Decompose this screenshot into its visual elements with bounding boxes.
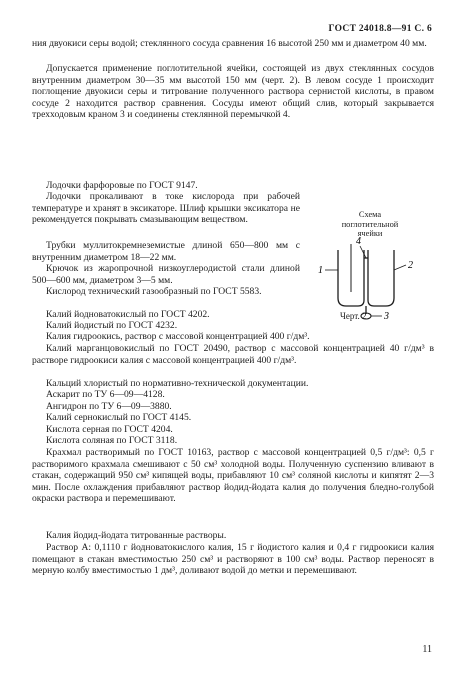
paragraph-potassium-iodate: Калий йодноватокислый по ГОСТ 4202. (46, 309, 210, 320)
paragraph-boats-calcination: Лодочки прокаливают в токе кислорода при рабочей температуре и хранят в эксикаторе. Шлиф крышки эксикатора не рекомендуется покрывать смазывающим веществом. (32, 191, 300, 225)
figure-label-4: 4 (356, 236, 361, 247)
paragraph-potassium-hydroxide: Калия гидроокись, раствор с массовой концентрацией 400 г/дм³. (46, 331, 310, 342)
right-vessel-outline (368, 250, 394, 306)
figure-label-2: 2 (408, 260, 413, 271)
paragraph-oxygen: Кислород технический газообразный по ГОСТ 5583. (46, 286, 262, 297)
paragraph-sulfuric-acid: Кислота серная по ГОСТ 4204. (46, 424, 173, 435)
page-number: 11 (422, 644, 432, 655)
figure-label-3: 3 (384, 311, 389, 322)
paragraph-potassium-sulfate: Калий сернокислый по ГОСТ 4145. (46, 412, 192, 423)
paragraph-hook: Крючок из жаропрочной низкоуглеродистой стали длиной 500—600 мм, диаметром 3—5 мм. (32, 263, 300, 286)
leader-line-4 (360, 246, 366, 258)
paragraph-anhydrone: Ангидрон по ТУ 6—09—3880. (46, 401, 172, 412)
paragraph-solution-a: Раствор А: 0,1110 г йодноватокислого калия, 15 г йодистого калия и 0,4 г гидроокиси калия помещают в стакан вместимостью 250 см³ и растворяют в 100 см³ воды. Раствор переносят в мерную колбу вместимостью 1 дм³, доливают водой до метки и перемешивают. (32, 542, 434, 576)
paragraph-hydrochloric-acid: Кислота соляная по ГОСТ 3118. (46, 435, 178, 446)
absorption-cell-diagram (310, 210, 430, 330)
figure-caption: Черт. 2 (340, 311, 367, 321)
paragraph-permanganate: Калий марганцовокислый по ГОСТ 20490, раствор с массовой концентрацией 40 г/дм³ в растворе гидроокиси калия с массовой концентрацией 400 г/дм³. (32, 343, 434, 366)
paragraph-calcium-chloride: Кальций хлористый по нормативно-технической документации. (46, 378, 309, 389)
paragraph-boats: Лодочки фарфоровые по ГОСТ 9147. (46, 180, 198, 191)
paragraph-absorption-cell: Допускается применение поглотительной ячейки, состоящей из двух стеклянных сосудов внутренним диаметром 30—35 мм высотой 150 мм (черт. 2). В левом сосуде 1 происходит поглощение двуокиси серы и титрование полученного раствора сернистой кислоты, в правом сосуде 2 находится раствор сравнения. Сосуды имеют общий слив, который закрывается трехходовым краном 3 и соединены стеклянной перемычкой 4. (32, 63, 434, 120)
paragraph-ascarite: Аскарит по ТУ 6—09—4128. (46, 389, 165, 400)
paragraph-continuation: ния двуокиси серы водой; стеклянного сосуда сравнения 16 высотой 250 мм и диаметром 40 мм. (32, 38, 427, 49)
paragraph-starch: Крахмал растворимый по ГОСТ 10163, раствор с массовой концентрацией 0,5 г/дм³: 0,5 г растворимого крахмала смешивают с 50 см³ холодной воды. Полученную суспензию вливают в стакан, содержащий 950 см³ кипящей воды, прибавляют 10 см³ соляной кислоты и кипятят 2—3 мин. После охлаждения прибавляют раствор йодид-йодата калия до получения бледно-голубой окраски раствора и перемешивают. (32, 447, 434, 504)
figure-label-1: 1 (318, 265, 323, 276)
paragraph-potassium-iodide: Калий йодистый по ГОСТ 4232. (46, 320, 178, 331)
figure-title: Схема поглотительной ячейки (341, 210, 399, 238)
paragraph-titrant: Калия йодид-йодата титрованные растворы. (46, 530, 227, 541)
leader-line-2 (394, 265, 406, 270)
paragraph-tubes: Трубки муллитокремнеземистые длиной 650—800 мм с внутренним диаметром 18—22 мм. (32, 240, 300, 263)
running-header: ГОСТ 24018.8—91 С. 6 (328, 24, 432, 34)
